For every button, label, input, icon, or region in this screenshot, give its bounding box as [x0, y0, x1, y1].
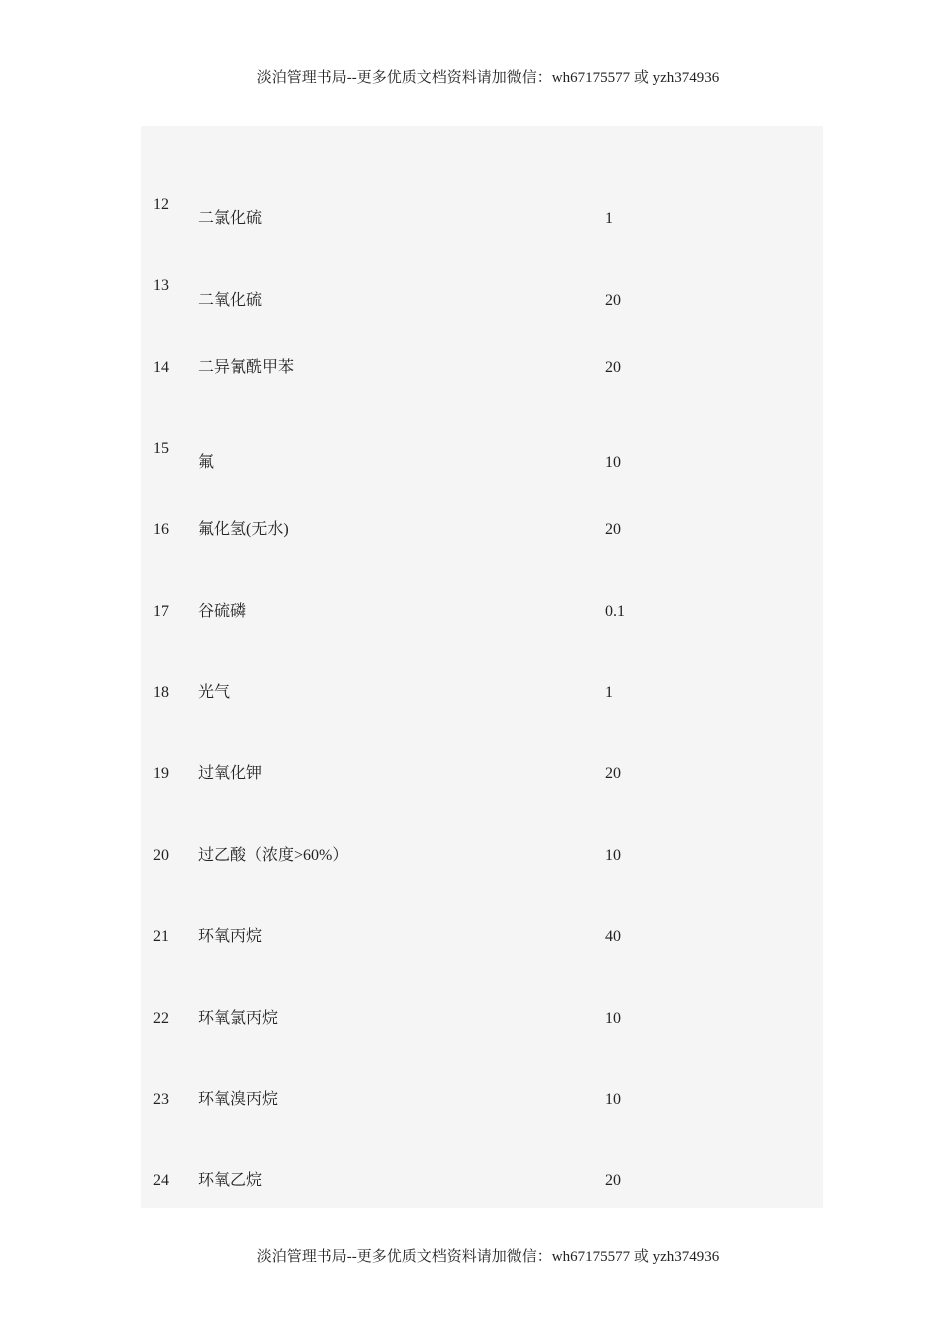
- row-index: 15: [153, 440, 169, 457]
- row-index: 23: [153, 1091, 169, 1108]
- row-index: 13: [153, 277, 169, 294]
- threshold-value: 10: [605, 847, 621, 864]
- substance-name: 光气: [198, 684, 231, 701]
- row-index: 21: [153, 928, 169, 945]
- threshold-value: 20: [605, 765, 621, 782]
- page-footer-note: 淡泊管理书局--更多优质文档资料请加微信：wh67175577 或 yzh374936: [256, 1249, 720, 1265]
- row-index: 16: [153, 521, 169, 538]
- substance-name: 环氧乙烷: [198, 1172, 263, 1189]
- substance-name: 氟化氢(无水): [198, 521, 289, 538]
- page-header-note: 淡泊管理书局--更多优质文档资料请加微信：wh67175577 或 yzh374936: [256, 70, 720, 86]
- threshold-value: 20: [605, 521, 621, 538]
- substance-name: 二氯化硫: [198, 210, 263, 227]
- threshold-value: 10: [605, 454, 621, 471]
- threshold-value: 10: [605, 1091, 621, 1108]
- threshold-value: 1: [605, 210, 613, 227]
- threshold-value: 20: [605, 359, 621, 376]
- substance-name: 谷硫磷: [198, 603, 247, 620]
- threshold-value: 0.1: [605, 603, 625, 620]
- threshold-value: 1: [605, 684, 613, 701]
- row-index: 18: [153, 684, 169, 701]
- row-index: 22: [153, 1010, 169, 1027]
- threshold-value: 20: [605, 1172, 621, 1189]
- substance-name: 氟: [198, 454, 215, 471]
- threshold-value: 20: [605, 292, 621, 309]
- row-index: 12: [153, 196, 169, 213]
- row-index: 24: [153, 1172, 169, 1189]
- row-index: 19: [153, 765, 169, 782]
- substance-name: 二氧化硫: [198, 292, 263, 309]
- threshold-value: 10: [605, 1010, 621, 1027]
- substance-name: 过氧化钾: [198, 765, 263, 782]
- substance-name: 环氧溴丙烷: [198, 1091, 279, 1108]
- row-index: 20: [153, 847, 169, 864]
- row-index: 17: [153, 603, 169, 620]
- row-index: 14: [153, 359, 169, 376]
- substance-table: [141, 126, 823, 1208]
- substance-name: 过乙酸（浓度>60%）: [198, 847, 349, 864]
- substance-name: 二异氰酰甲苯: [198, 359, 295, 376]
- threshold-value: 40: [605, 928, 621, 945]
- substance-name: 环氧氯丙烷: [198, 1010, 279, 1027]
- substance-name: 环氧丙烷: [198, 928, 263, 945]
